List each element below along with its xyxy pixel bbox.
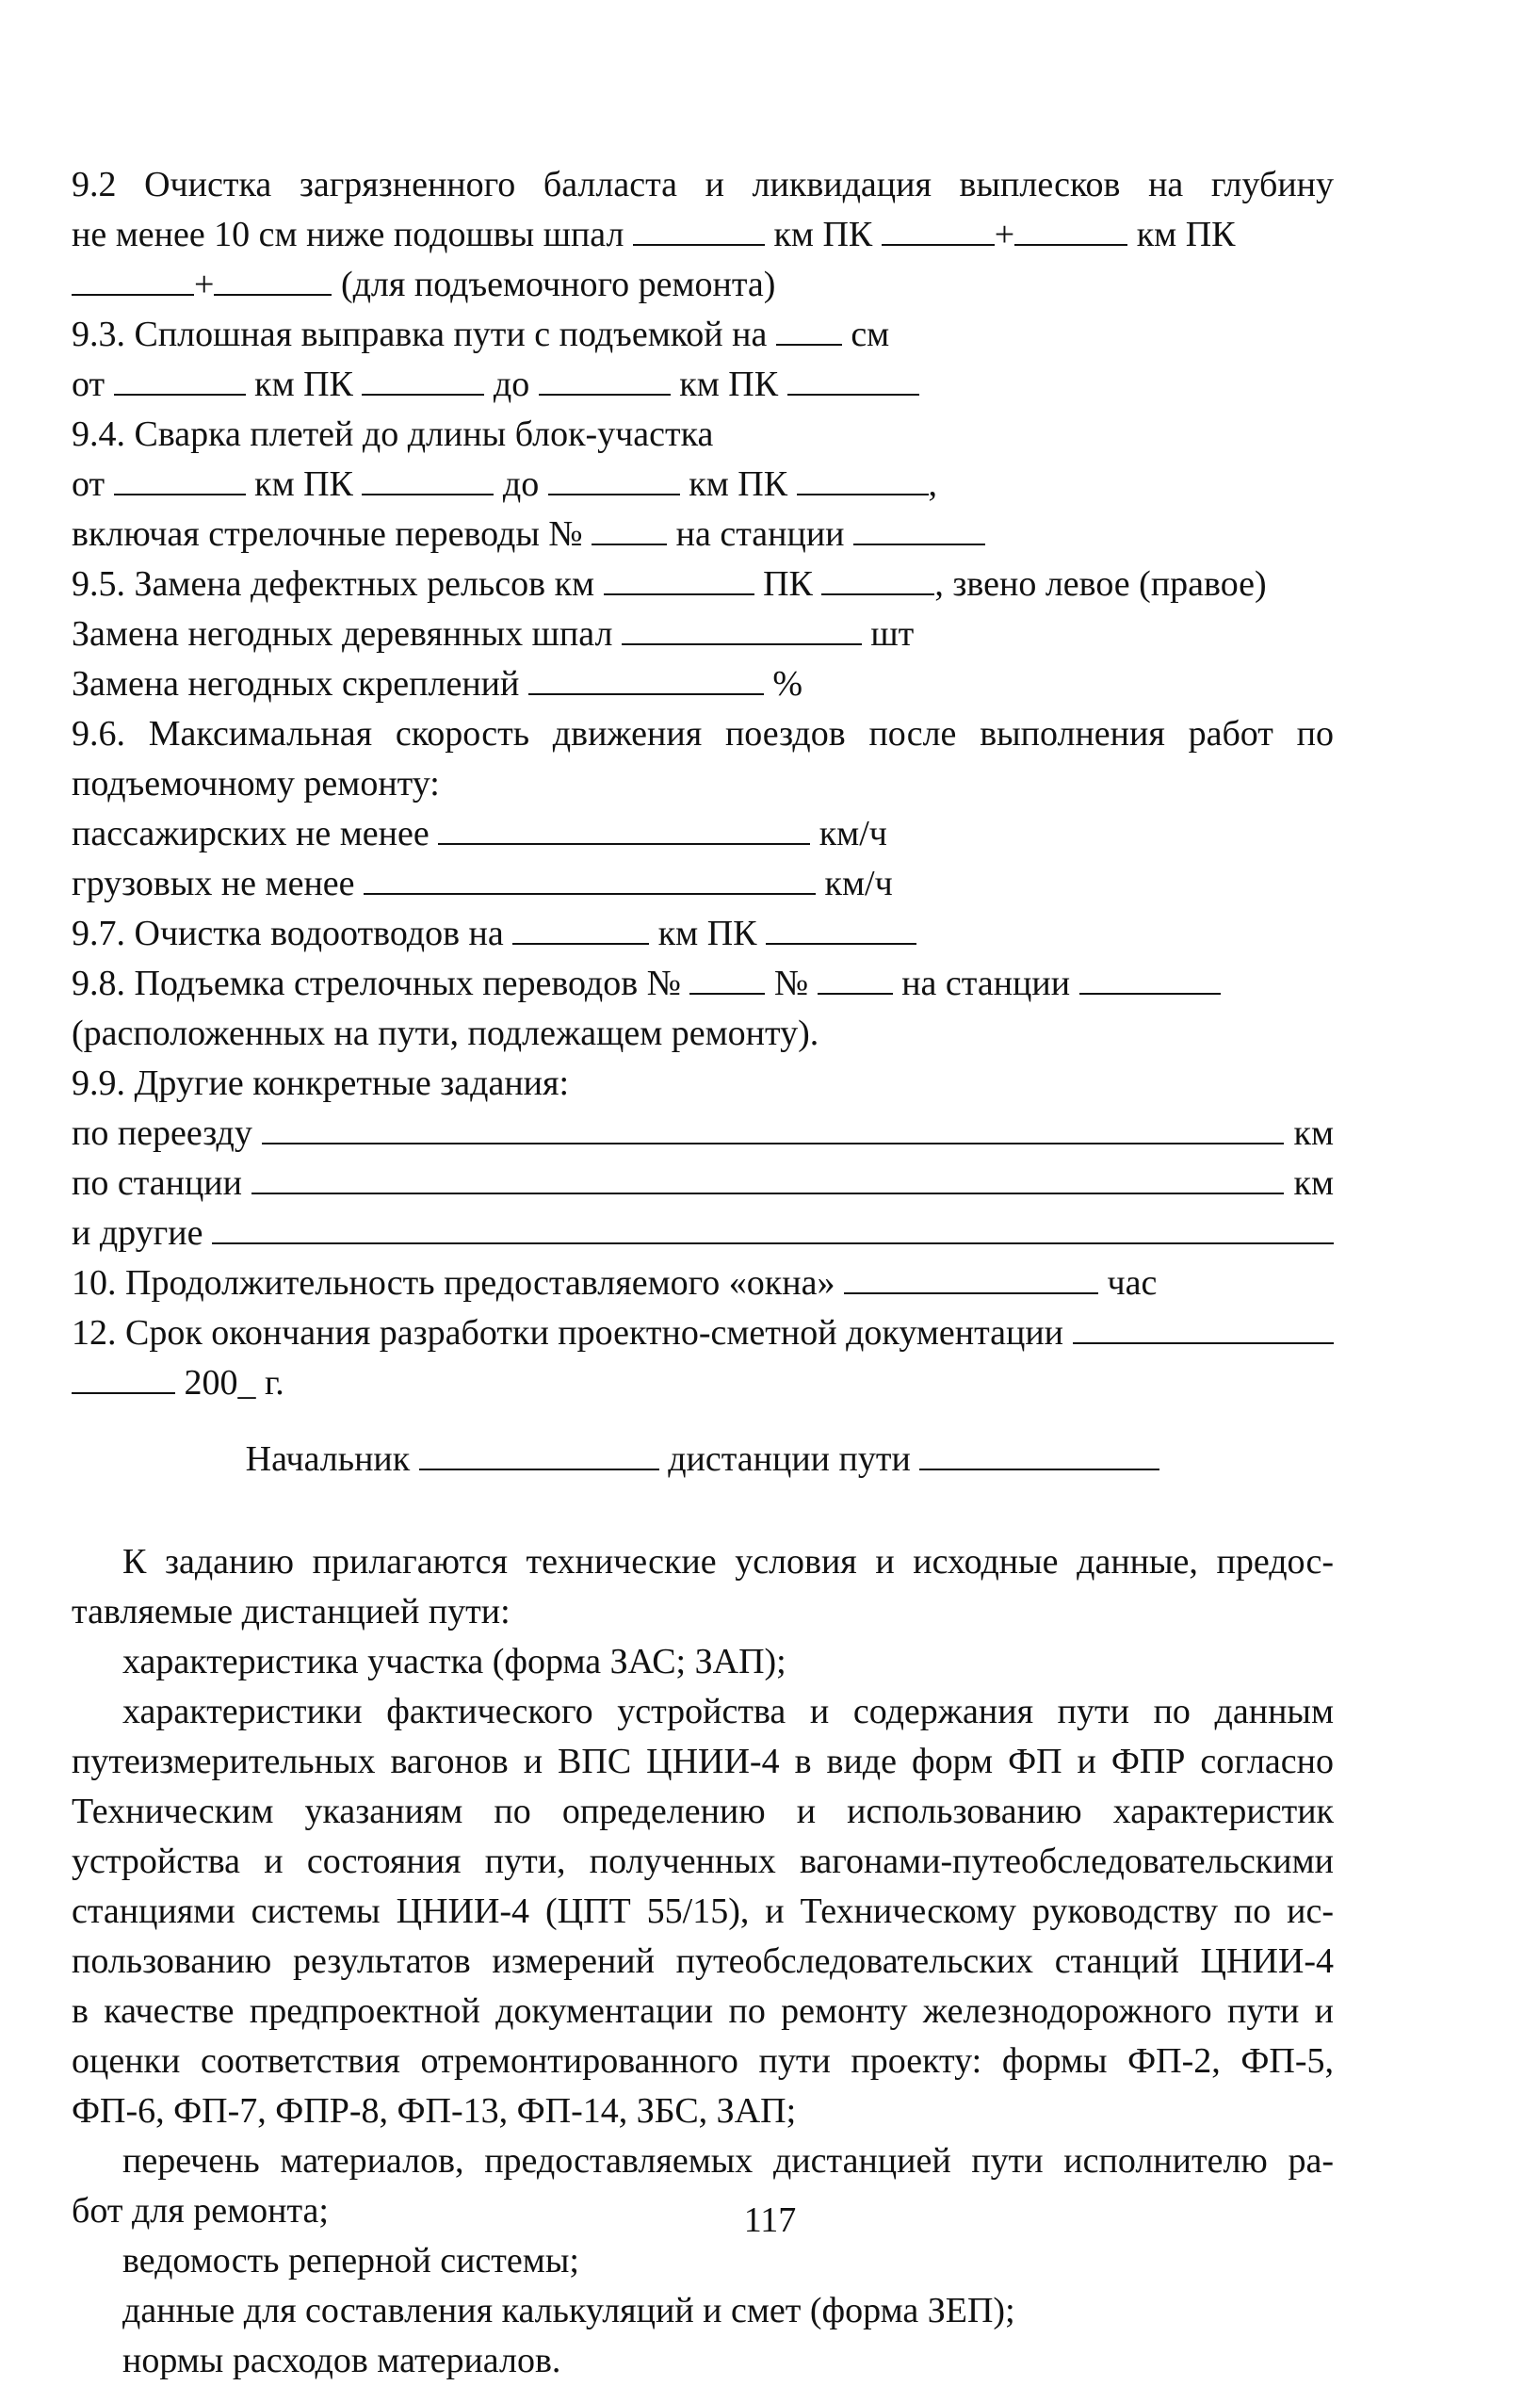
label: 9.7. Очистка водоотводов на [72, 914, 504, 953]
fill-blank [1014, 216, 1127, 246]
form-line [72, 460, 1334, 510]
text-line: характеристика участка (форма ЗАС; ЗАП); [122, 1642, 786, 1681]
text-line: 9.4. Сварка плетей до длины блок-участка [72, 414, 714, 454]
form-line [72, 260, 1334, 310]
fill-blank [72, 1364, 175, 1394]
label: Замена негодных скреплений [72, 664, 520, 704]
fill-blank [548, 465, 680, 495]
fill-blank [362, 465, 494, 495]
text-line: ФП-6, ФП-7, ФПР-8, ФП-13, ФП-14, ЗБС, ЗАП; [72, 2091, 797, 2131]
label: пассажирских не менее [72, 814, 430, 853]
text-line: бот для ремонта; [72, 2191, 329, 2231]
fill-blank [362, 365, 484, 396]
text-line: устройства и состояния пути, полученных вагонами-путеобследовательскими [72, 1842, 1334, 1881]
form-line [72, 1209, 1334, 1258]
fill-blank [766, 915, 916, 945]
label: не менее 10 см ниже подошвы шпал [72, 215, 624, 254]
label: см [851, 315, 890, 354]
label: по переезду [72, 1113, 252, 1153]
label: 200_ г. [184, 1363, 284, 1403]
label: до [502, 464, 540, 504]
form-line [72, 909, 1334, 959]
fill-blank [604, 565, 754, 595]
text-line: подъемочному ремонту: [72, 764, 440, 803]
label: до [493, 365, 530, 404]
form-line [72, 609, 1334, 659]
label: шт [870, 614, 915, 654]
text-line: (расположенных на пути, подлежащем ремонту). [72, 1014, 819, 1053]
fill-blank [512, 915, 649, 945]
fill-blank [1079, 965, 1221, 995]
fill-blank [919, 1440, 1159, 1470]
label: дистанции пути [668, 1439, 911, 1479]
fill-blank [539, 365, 671, 396]
label: № [773, 964, 809, 1003]
form-line [72, 859, 1334, 909]
page-number: 117 [743, 2200, 797, 2240]
label: км ПК [1136, 215, 1236, 254]
text-line: пользованию результатов измерений путеобследовательских станций ЦНИИ-4 [72, 1941, 1334, 1981]
fill-blank [622, 615, 862, 645]
fill-blank [818, 965, 893, 995]
text-line: ведомость реперной системы; [122, 2241, 579, 2280]
signature-line [72, 1435, 1334, 1485]
fill-blank [797, 465, 929, 495]
label: км [1293, 1163, 1334, 1203]
fill-blank [592, 515, 667, 545]
fill-blank [262, 1114, 1285, 1144]
label: грузовых не менее [72, 864, 355, 903]
label: км ПК [254, 464, 353, 504]
label: км ПК [773, 215, 873, 254]
form-line [72, 659, 1334, 709]
label: км ПК [689, 464, 788, 504]
text-line: К заданию прилагаются технические условия и исходные данные, предос- [122, 1542, 1334, 1582]
label: час [1107, 1263, 1158, 1303]
text-line: оценки соответствия отремонтированного пути проекту: формы ФП-2, ФП-5, [72, 2041, 1334, 2081]
form-line [72, 560, 1334, 609]
label: км ПК [679, 365, 779, 404]
text-line: перечень материалов, предоставляемых дистанцией пути исполнителю ра- [122, 2141, 1334, 2181]
form-line [72, 1308, 1334, 1358]
document-page [72, 160, 1334, 2386]
fill-blank [882, 216, 995, 246]
label: ПК [763, 564, 813, 604]
fill-blank [633, 216, 765, 246]
form-line [72, 1159, 1334, 1209]
label: км/ч [819, 814, 887, 853]
text-line: характеристики фактического устройства и содержания пути по данным [122, 1692, 1334, 1731]
fill-blank [776, 316, 842, 346]
fill-blank [787, 365, 919, 396]
fill-blank [251, 1164, 1285, 1194]
fill-blank [1073, 1314, 1334, 1344]
form-line [72, 809, 1334, 859]
fill-blank [214, 266, 332, 296]
label: на станции [901, 964, 1071, 1003]
label: , [928, 464, 938, 504]
label: + [194, 265, 215, 304]
label: % [772, 664, 802, 704]
text-line: Техническим указаниям по определению и использованию характеристик [72, 1792, 1334, 1831]
text-line: 9.9. Другие конкретные задания: [72, 1063, 570, 1103]
fill-blank [114, 365, 246, 396]
form-line [72, 1358, 1334, 1408]
label: 10. Продолжительность предоставляемого «окна» [72, 1263, 835, 1303]
text-line: в качестве предпроектной документации по ремонту железнодорожного пути и [72, 1991, 1334, 2031]
fill-blank [364, 865, 816, 895]
text-line: 9.6. Максимальная скорость движения поездов после выполнения работ по [72, 714, 1334, 754]
label: 9.5. Замена дефектных рельсов км [72, 564, 595, 604]
label: и другие [72, 1213, 203, 1253]
label: км [1293, 1113, 1334, 1153]
form-line [72, 959, 1334, 1009]
text-line: 9.2 Очистка загрязненного балласта и ликвидация выплесков на глубину [72, 165, 1334, 204]
label: (для подъемочного ремонта) [340, 265, 776, 304]
label: 9.8. Подъемка стрелочных переводов № [72, 964, 681, 1003]
fill-blank [114, 465, 246, 495]
text-line: тавляемые дистанцией пути: [72, 1592, 511, 1631]
label: + [994, 215, 1015, 254]
fill-blank [689, 965, 765, 995]
label: 12. Срок окончания разработки проектно-сметной документации [72, 1313, 1064, 1353]
form-line [72, 1258, 1334, 1308]
text-line: путеизмерительных вагонов и ВПС ЦНИИ-4 в виде форм ФП и ФПР согласно [72, 1742, 1334, 1781]
form-line [72, 210, 1334, 260]
label: от [72, 464, 105, 504]
label: км ПК [254, 365, 353, 404]
fill-blank [438, 815, 810, 845]
label: , звено левое (правое) [934, 564, 1267, 604]
label: Замена негодных деревянных шпал [72, 614, 613, 654]
text-line: нормы расходов материалов. [122, 2341, 561, 2380]
label: включая стрелочные переводы № [72, 514, 583, 554]
fill-blank [821, 565, 934, 595]
form-line [72, 510, 1334, 560]
fill-blank [72, 266, 194, 296]
form-line [72, 360, 1334, 410]
label: км ПК [657, 914, 757, 953]
form-line [72, 310, 1334, 360]
label: км/ч [824, 864, 893, 903]
text-line: данные для составления калькуляций и смет (форма ЗЕП); [122, 2291, 1015, 2330]
label: 9.3. Сплошная выправка пути с подъемкой на [72, 315, 768, 354]
fill-blank [528, 665, 764, 695]
fill-blank [419, 1440, 659, 1470]
form-line [72, 1109, 1334, 1159]
label: по станции [72, 1163, 242, 1203]
fill-blank [853, 515, 985, 545]
label: Начальник [245, 1439, 411, 1479]
fill-blank [844, 1264, 1098, 1294]
label: на станции [675, 514, 845, 554]
label: от [72, 365, 105, 404]
text-line: станциями системы ЦНИИ-4 (ЦПТ 55/15), и Техническому руководству по ис- [72, 1891, 1334, 1931]
fill-blank [212, 1214, 1334, 1244]
